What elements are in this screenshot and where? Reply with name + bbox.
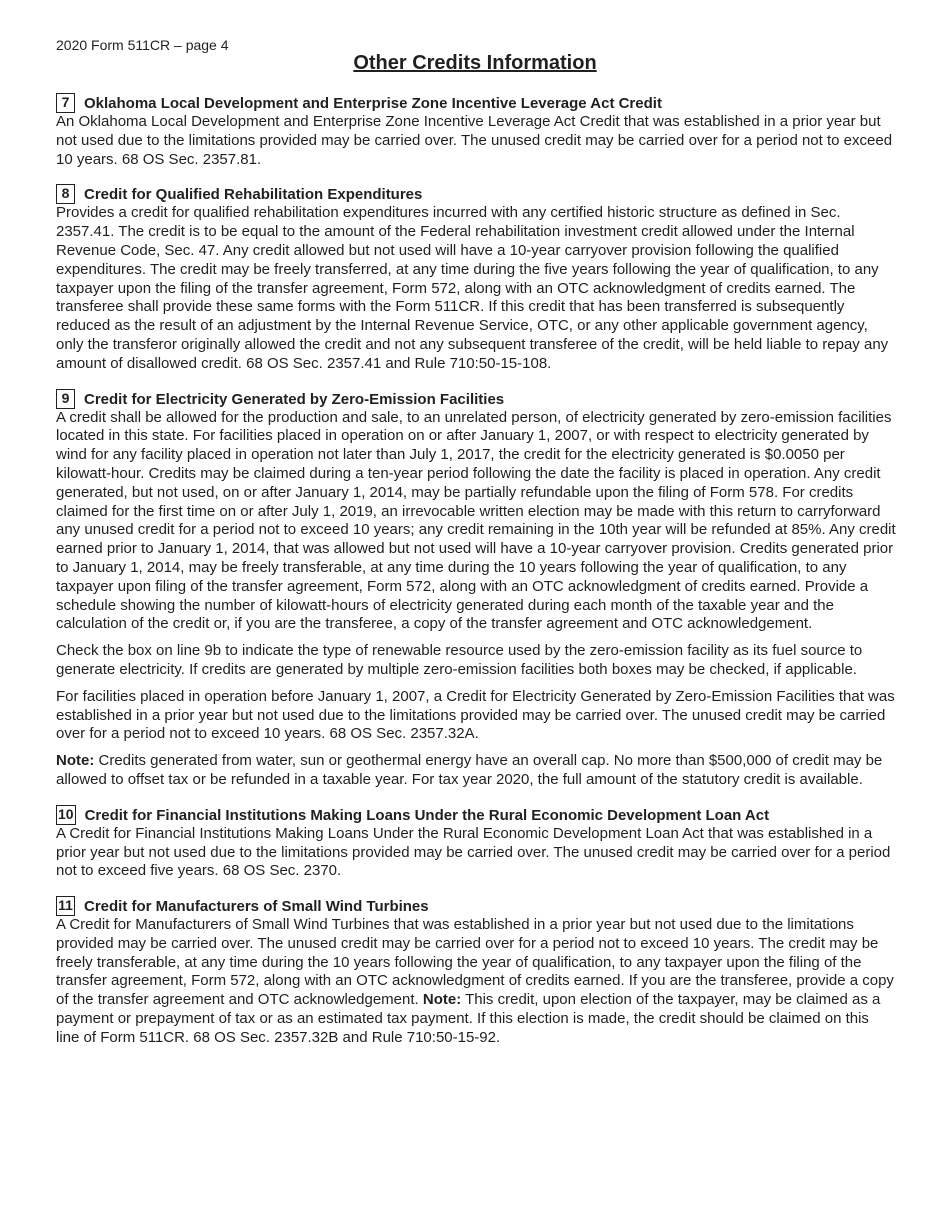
section-heading bbox=[56, 91, 896, 113]
note-label: Note: bbox=[422, 991, 462, 1009]
section-paragraph bbox=[56, 916, 896, 1048]
section-9 bbox=[56, 387, 896, 790]
section-11 bbox=[56, 894, 896, 1048]
section-heading bbox=[56, 894, 896, 916]
line-number-box: 11 bbox=[56, 896, 75, 916]
section-paragraph: Check the box on line 9b to indicate the type of renewable resource used by the zero-emission facility as its fuel source to generate electricity. If credits are generated by multiple zero-emission facilities both boxes may be checked, if applicable. bbox=[56, 642, 863, 678]
note-text: Credits generated from water, sun or geothermal energy have an overall cap. No more than $500,000 of credit may be allowed to offset tax or be refunded in a taxable year. For tax year 2020, the full amount of the statutory credit is available. bbox=[56, 752, 883, 788]
section-paragraph: Provides a credit for qualified rehabilitation expenditures incurred with any certified historic structure as defined in Sec. 2357.41. The credit is to be equal to the amount of the Federal rehabilitation investment credit allowed under the Internal Revenue Code, Sec. 47. Any credit allowed but not used will have a 10-year carryover provision following the qualified expenditures. The credit may be freely transferred, at any time during the five years following the year of qualification, to any taxpayer upon the filing of the transfer agreement, Form 572, along with an OTC acknowledgment of credits earned. The transferee shall provide these same forms with the Form 511CR. If this credit that has been transferred is subsequently reduced as the result of an adjustment by the Internal Revenue Service, OTC, or any other applicable government agency, only the transferor originally allowed the credit and not any subsequent transferee of the credit, will be held liable to repay any amount of disallowed credit. 68 OS Sec. 2357.41 and Rule 710:50-15-108. bbox=[56, 204, 889, 372]
section-paragraph: For facilities placed in operation before January 1, 2007, a Credit for Electricity Generated by Zero-Emission Facilities that was established in a prior year but not used due to the limitations provided may be carried over. The unused credit may be carried over for a period not to exceed 10 years. 68 OS Sec. 2357.32A. bbox=[56, 687, 895, 743]
line-number-box: 7 bbox=[56, 93, 75, 113]
section-title: Credit for Electricity Generated by Zero-Emission Facilities bbox=[84, 390, 505, 408]
section-title: Credit for Qualified Rehabilitation Expenditures bbox=[84, 186, 423, 204]
section-heading bbox=[56, 182, 896, 204]
page-label: 2020 Form 511CR – page 4 bbox=[56, 37, 229, 53]
line-number-box: 9 bbox=[56, 389, 75, 409]
section-paragraph: An Oklahoma Local Development and Enterprise Zone Incentive Leverage Act Credit that was established in a prior year but not used due to the limitations provided may be carried over. The unused credit may be carried over for a period not to exceed 10 years. 68 OS Sec. 2357.81. bbox=[56, 113, 893, 168]
body-text: This credit, upon election of the taxpayer, may be claimed as a payment or prepayment of tax or as an estimated tax payment. If this election is made, the credit should be claimed on this line of Form 511CR. 68 OS Sec. 2357.32B and Rule 710:50-15-92. bbox=[56, 991, 881, 1046]
section-heading bbox=[56, 387, 896, 409]
line-number-box: 10 bbox=[56, 805, 76, 825]
section-title: Credit for Financial Institutions Making Loans Under the Rural Economic Development Loan Act bbox=[84, 806, 770, 824]
note-label: Note: bbox=[56, 752, 95, 770]
page-title: Other Credits Information bbox=[353, 52, 597, 74]
section-heading bbox=[56, 803, 896, 825]
line-number-box: 8 bbox=[56, 184, 75, 204]
credits-content bbox=[56, 91, 896, 1061]
section-paragraph: A credit shall be allowed for the production and sale, to an unrelated person, of electricity generated by zero-emission facilities located in this state. For facilities placed in operation on or after January 1, 2007, or with respect to electricity generated by wind for any facility placed in operation not later than July 1, 2017, the credit for the electricity generated is $0.0050 per kilowatt-hour. Credits may be claimed during a ten-year period following the date the facility is placed in operation. Any credit generated, but not used, on or after January 1, 2014, may be partially refundable upon the filing of Form 578. For credits claimed for the first time on or after July 1, 2019, an irrevocable written election may be made with this return to carryforward any unused credit for a period not to exceed 10 years; any credit remaining in the 10th year will be refunded at 85%. Any credit earned prior to January 1, 2014, that was allowed but not used will have a 10-year carryover provision. Credits generated prior to January 1, 2014, may be freely transferable, at any time during the 10 years following the year of qualification, to any taxpayer upon filing of the transfer agreement, Form 572, along with an OTC acknowledgment of credits earned. Provide a schedule showing the number of kilowatt-hours of electricity generated during each month of the taxable year and the calculation of the credit or, if you are the transferee, a copy of the transfer agreement and OTC acknowledgement. bbox=[56, 408, 896, 633]
section-title: Credit for Manufacturers of Small Wind Turbines bbox=[84, 898, 429, 916]
section-title: Oklahoma Local Development and Enterprise Zone Incentive Leverage Act Credit bbox=[84, 95, 662, 112]
section-8 bbox=[56, 182, 896, 373]
section-paragraph: A Credit for Financial Institutions Making Loans Under the Rural Economic Development Loan Act that was established in a prior year but not used due to the limitations provided may be carried over. The unused credit may be carried over for a period not to exceed five years. 68 OS Sec. 2370. bbox=[56, 824, 891, 880]
body-text: A Credit for Manufacturers of Small Wind Turbines that was established in a prior year but not used due to the limitations provided may be carried over. The unused credit may be carried over for a period not to exceed 10 years. The credit may be freely transferable, at any time during the 10 years following the year of qualification, to any taxpayer upon the filing of the transfer agreement, Form 572, along with an OTC acknowledgment of credits earned. If you are the transferee, provide a copy of the transfer agreement and OTC acknowledgement. bbox=[56, 916, 894, 1009]
section-7 bbox=[56, 91, 896, 169]
section-10 bbox=[56, 803, 896, 881]
note-paragraph bbox=[56, 752, 896, 790]
